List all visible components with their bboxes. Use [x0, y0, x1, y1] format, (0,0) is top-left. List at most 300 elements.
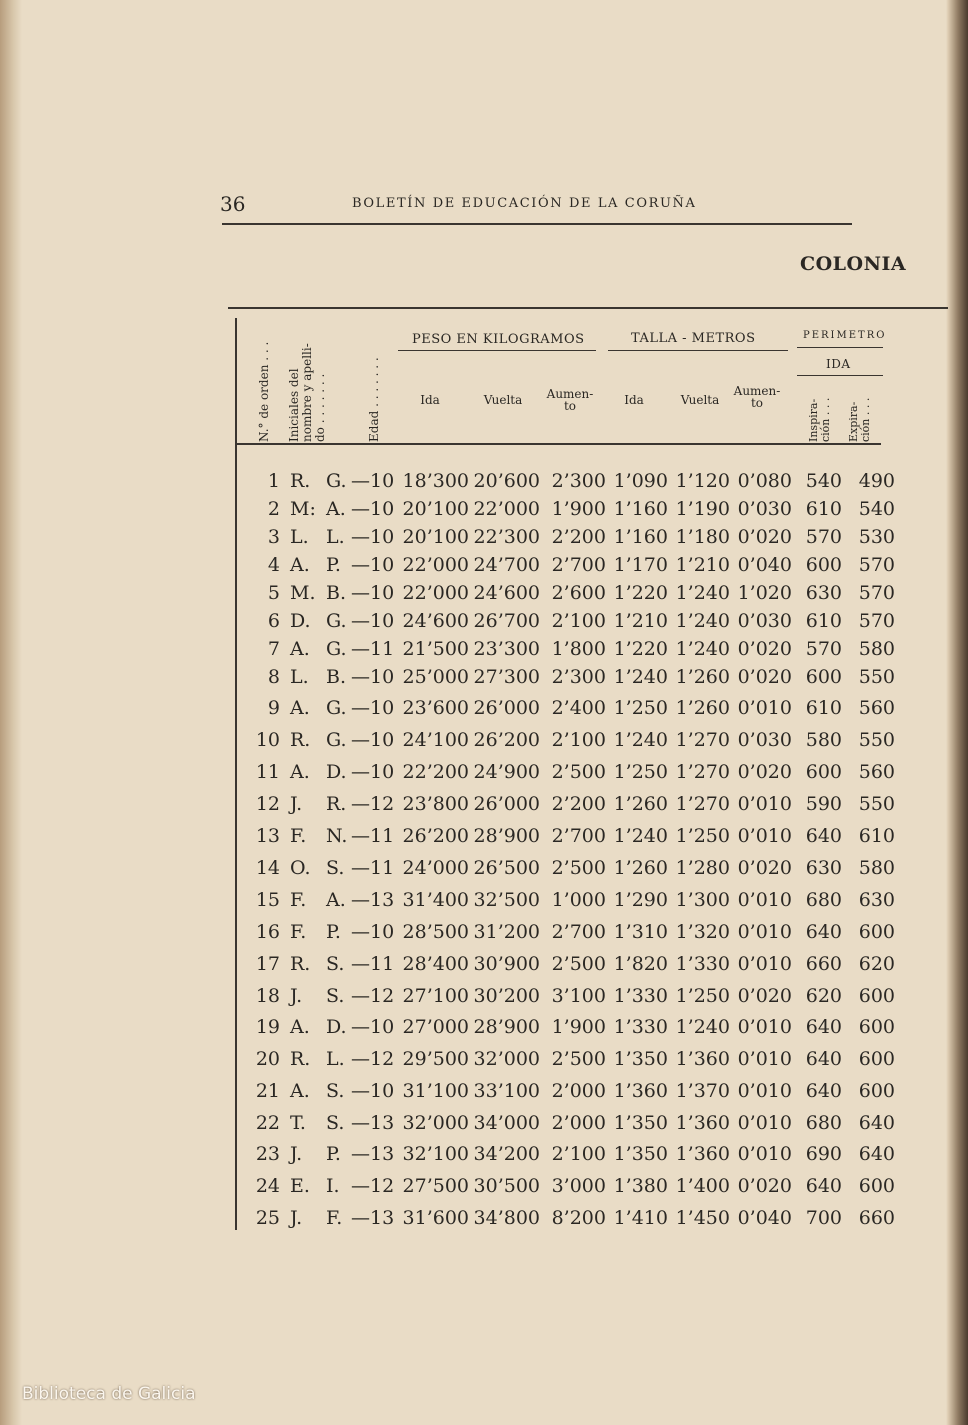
cell-insp: 570 — [805, 526, 842, 548]
cell-insp: 600 — [805, 554, 842, 576]
cell-talla-vuelta: 1’250 — [675, 825, 730, 847]
page-number: 36 — [220, 192, 246, 216]
table-row — [238, 666, 898, 696]
cell-insp: 640 — [805, 1080, 842, 1102]
cell-talla-vuelta: 1’240 — [675, 1016, 730, 1038]
cell-exp: 610 — [858, 825, 895, 847]
cell-talla-aum: 0’040 — [737, 554, 792, 576]
cell-talla-ida: 1’170 — [613, 554, 668, 576]
table-row — [238, 470, 898, 500]
cell-exp: 620 — [858, 953, 895, 975]
running-title: BOLETÍN DE EDUCACIÓN DE LA CORUÑA — [352, 196, 697, 211]
cell-talla-ida: 1’310 — [613, 921, 668, 943]
cell-n: 15 — [255, 889, 280, 911]
cell-i2: L. — [326, 526, 345, 548]
cell-exp: 540 — [858, 498, 895, 520]
cell-i1: D. — [290, 610, 311, 632]
cell-i1: T. — [290, 1112, 306, 1134]
cell-talla-ida: 1’260 — [613, 793, 668, 815]
cell-peso-vuelta: 26’200 — [473, 729, 540, 751]
cell-insp: 580 — [805, 729, 842, 751]
cell-talla-aum: 1’020 — [737, 582, 792, 604]
cell-peso-aum: 1’900 — [551, 498, 606, 520]
cell-i2: D. — [326, 1016, 347, 1038]
cell-talla-vuelta: 1’260 — [675, 697, 730, 719]
cell-talla-aum: 0’030 — [737, 610, 792, 632]
cell-i1: A. — [290, 1080, 310, 1102]
cell-peso-ida: 20’100 — [402, 526, 469, 548]
table-row — [238, 1016, 898, 1046]
cell-peso-ida: 26’200 — [402, 825, 469, 847]
cell-peso-aum: 2’600 — [551, 582, 606, 604]
cell-talla-ida: 1’240 — [613, 825, 668, 847]
cell-edad: —13 — [351, 1207, 395, 1229]
cell-n: 23 — [255, 1143, 280, 1165]
cell-insp: 600 — [805, 666, 842, 688]
cell-talla-aum: 0’020 — [737, 761, 792, 783]
cell-peso-vuelta: 26’000 — [473, 793, 540, 815]
cell-i1: L. — [290, 666, 309, 688]
cell-talla-ida: 1’210 — [613, 610, 668, 632]
cell-talla-ida: 1’350 — [613, 1048, 668, 1070]
table-row — [238, 1048, 898, 1078]
cell-insp: 610 — [805, 498, 842, 520]
cell-exp: 600 — [858, 1048, 895, 1070]
cell-edad: —12 — [351, 1175, 395, 1197]
table-row — [238, 793, 898, 823]
cell-peso-vuelta: 32’000 — [473, 1048, 540, 1070]
cell-i2: P. — [326, 921, 341, 943]
cell-i2: P. — [326, 554, 341, 576]
cell-peso-ida: 31’400 — [402, 889, 469, 911]
cell-peso-aum: 2’400 — [551, 697, 606, 719]
cell-i2: G. — [326, 470, 347, 492]
table-row — [238, 1112, 898, 1142]
cell-edad: —10 — [351, 1080, 395, 1102]
cell-peso-aum: 2’100 — [551, 610, 606, 632]
cell-n: 6 — [267, 610, 280, 632]
cell-talla-vuelta: 1’270 — [675, 729, 730, 751]
cell-peso-aum: 1’000 — [551, 889, 606, 911]
cell-i2: S. — [326, 857, 345, 879]
cell-peso-vuelta: 34’200 — [473, 1143, 540, 1165]
subheader-peso-vuelta: Vuelta — [483, 393, 523, 407]
cell-n: 7 — [267, 638, 280, 660]
table-row — [238, 638, 898, 668]
cell-edad: —10 — [351, 666, 395, 688]
table-top-rule — [228, 307, 948, 309]
cell-exp: 660 — [858, 1207, 895, 1229]
cell-i1: J. — [290, 793, 303, 815]
cell-edad: —11 — [351, 825, 395, 847]
cell-i2: F. — [326, 1207, 343, 1229]
table-row — [238, 729, 898, 759]
cell-n: 14 — [255, 857, 280, 879]
cell-peso-vuelta: 22’300 — [473, 526, 540, 548]
cell-peso-aum: 1’800 — [551, 638, 606, 660]
cell-peso-vuelta: 24’600 — [473, 582, 540, 604]
cell-insp: 680 — [805, 889, 842, 911]
cell-insp: 660 — [805, 953, 842, 975]
cell-i1: R. — [290, 1048, 311, 1070]
cell-talla-vuelta: 1’280 — [675, 857, 730, 879]
cell-talla-aum: 0’030 — [737, 729, 792, 751]
cell-i2: A. — [326, 498, 346, 520]
cell-peso-ida: 27’000 — [402, 1016, 469, 1038]
cell-i1: M. — [290, 582, 316, 604]
table-row — [238, 1207, 898, 1237]
cell-exp: 550 — [858, 793, 895, 815]
cell-peso-ida: 31’600 — [402, 1207, 469, 1229]
cell-talla-vuelta: 1’240 — [675, 610, 730, 632]
cell-talla-vuelta: 1’370 — [675, 1080, 730, 1102]
cell-i2: S. — [326, 953, 345, 975]
cell-talla-aum: 0’010 — [737, 1112, 792, 1134]
cell-peso-aum: 2’000 — [551, 1112, 606, 1134]
group-header-peso: PESO EN KILOGRAMOS — [412, 332, 585, 347]
cell-talla-ida: 1’240 — [613, 729, 668, 751]
cell-peso-vuelta: 31’200 — [473, 921, 540, 943]
cell-talla-aum: 0’010 — [737, 1016, 792, 1038]
cell-peso-aum: 2’200 — [551, 526, 606, 548]
cell-i1: R. — [290, 729, 311, 751]
cell-peso-aum: 2’100 — [551, 1143, 606, 1165]
cell-talla-vuelta: 1’320 — [675, 921, 730, 943]
cell-i2: R. — [326, 793, 347, 815]
cell-peso-vuelta: 23’300 — [473, 638, 540, 660]
cell-talla-aum: 0’040 — [737, 1207, 792, 1229]
cell-i1: M: — [290, 498, 316, 520]
cell-talla-aum: 0’020 — [737, 666, 792, 688]
cell-exp: 580 — [858, 638, 895, 660]
cell-exp: 570 — [858, 610, 895, 632]
cell-edad: —10 — [351, 498, 395, 520]
cell-i2: G. — [326, 610, 347, 632]
library-watermark: Biblioteca de Galicia — [22, 1384, 196, 1404]
cell-i1: J. — [290, 1207, 303, 1229]
cell-talla-aum: 0’010 — [737, 825, 792, 847]
cell-peso-vuelta: 24’700 — [473, 554, 540, 576]
cell-exp: 630 — [858, 889, 895, 911]
cell-talla-ida: 1’330 — [613, 985, 668, 1007]
table-row — [238, 857, 898, 887]
cell-peso-aum: 2’000 — [551, 1080, 606, 1102]
cell-peso-ida: 31’100 — [402, 1080, 469, 1102]
cell-i2: D. — [326, 761, 347, 783]
cell-edad: —11 — [351, 857, 395, 879]
cell-peso-aum: 2’300 — [551, 666, 606, 688]
table-row — [238, 985, 898, 1015]
group-rule-perimetro-ida — [797, 375, 883, 376]
cell-talla-vuelta: 1’360 — [675, 1143, 730, 1165]
header-bottom-rule — [236, 443, 881, 445]
cell-n: 25 — [255, 1207, 280, 1229]
cell-exp: 490 — [858, 470, 895, 492]
cell-talla-vuelta: 1’260 — [675, 666, 730, 688]
cell-i1: F. — [290, 921, 307, 943]
cell-peso-ida: 24’100 — [402, 729, 469, 751]
cell-talla-ida: 1’360 — [613, 1080, 668, 1102]
cell-peso-aum: 2’500 — [551, 1048, 606, 1070]
cell-talla-vuelta: 1’240 — [675, 582, 730, 604]
cell-i2: S. — [326, 1112, 345, 1134]
table-row — [238, 953, 898, 983]
cell-insp: 610 — [805, 697, 842, 719]
cell-peso-ida: 24’000 — [402, 857, 469, 879]
cell-talla-ida: 1’220 — [613, 638, 668, 660]
cell-peso-ida: 22’000 — [402, 582, 469, 604]
cell-insp: 640 — [805, 1048, 842, 1070]
cell-talla-aum: 0’020 — [737, 985, 792, 1007]
cell-i1: O. — [290, 857, 311, 879]
cell-edad: —12 — [351, 1048, 395, 1070]
cell-n: 2 — [267, 498, 280, 520]
cell-peso-ida: 21’500 — [402, 638, 469, 660]
table-row — [238, 697, 898, 727]
cell-peso-vuelta: 22’000 — [473, 498, 540, 520]
cell-talla-ida: 1’240 — [613, 666, 668, 688]
section-title: COLONIA — [800, 253, 907, 275]
cell-n: 10 — [255, 729, 280, 751]
cell-talla-aum: 0’010 — [737, 921, 792, 943]
cell-n: 11 — [255, 761, 280, 783]
cell-talla-vuelta: 1’120 — [675, 470, 730, 492]
cell-insp: 630 — [805, 582, 842, 604]
cell-talla-ida: 1’380 — [613, 1175, 668, 1197]
cell-talla-aum: 0’010 — [737, 1143, 792, 1165]
cell-peso-aum: 2’700 — [551, 554, 606, 576]
cell-peso-aum: 2’100 — [551, 729, 606, 751]
cell-edad: —10 — [351, 554, 395, 576]
cell-insp: 610 — [805, 610, 842, 632]
cell-talla-ida: 1’260 — [613, 857, 668, 879]
group-rule-talla — [608, 350, 788, 351]
cell-talla-ida: 1’350 — [613, 1112, 668, 1134]
cell-insp: 590 — [805, 793, 842, 815]
cell-exp: 570 — [858, 554, 895, 576]
cell-n: 5 — [267, 582, 280, 604]
subheader-talla-ida: Ida — [624, 393, 644, 407]
cell-talla-ida: 1’160 — [613, 498, 668, 520]
cell-n: 18 — [255, 985, 280, 1007]
table-row — [238, 921, 898, 951]
cell-n: 13 — [255, 825, 280, 847]
cell-insp: 640 — [805, 921, 842, 943]
cell-n: 3 — [267, 526, 280, 548]
cell-peso-vuelta: 30’500 — [473, 1175, 540, 1197]
col-header-iniciales: Iniciales del nombre y apelli- do . . . . . . . — [287, 343, 327, 442]
cell-peso-aum: 2’500 — [551, 953, 606, 975]
cell-peso-vuelta: 34’800 — [473, 1207, 540, 1229]
cell-peso-vuelta: 33’100 — [473, 1080, 540, 1102]
table-row — [238, 582, 898, 612]
cell-talla-vuelta: 1’300 — [675, 889, 730, 911]
col-header-orden: N.° de orden . . . — [257, 341, 271, 442]
table-row — [238, 498, 898, 528]
cell-peso-vuelta: 32’500 — [473, 889, 540, 911]
cell-n: 24 — [255, 1175, 280, 1197]
cell-peso-vuelta: 26’000 — [473, 697, 540, 719]
cell-n: 16 — [255, 921, 280, 943]
cell-n: 4 — [267, 554, 280, 576]
cell-talla-vuelta: 1’450 — [675, 1207, 730, 1229]
page-binding-left — [0, 0, 22, 1425]
cell-talla-aum: 0’010 — [737, 1048, 792, 1070]
table-row — [238, 526, 898, 556]
cell-peso-ida: 23’800 — [402, 793, 469, 815]
col-header-edad: Edad . . . . . . . — [367, 357, 381, 442]
cell-edad: —13 — [351, 1143, 395, 1165]
cell-i2: S. — [326, 985, 345, 1007]
cell-n: 22 — [255, 1112, 280, 1134]
cell-i1: L. — [290, 526, 309, 548]
header-rule — [222, 223, 852, 225]
table-left-rule — [235, 318, 237, 1230]
cell-talla-ida: 1’410 — [613, 1207, 668, 1229]
cell-edad: —10 — [351, 470, 395, 492]
cell-exp: 640 — [858, 1143, 895, 1165]
cell-peso-aum: 2’700 — [551, 825, 606, 847]
cell-peso-vuelta: 34’000 — [473, 1112, 540, 1134]
cell-edad: —12 — [351, 793, 395, 815]
cell-i1: A. — [290, 761, 310, 783]
cell-i2: G. — [326, 729, 347, 751]
group-header-perimetro: PERIMETRO — [803, 330, 887, 341]
cell-exp: 550 — [858, 729, 895, 751]
cell-talla-aum: 0’010 — [737, 1080, 792, 1102]
cell-talla-ida: 1’290 — [613, 889, 668, 911]
cell-talla-aum: 0’020 — [737, 857, 792, 879]
cell-talla-vuelta: 1’250 — [675, 985, 730, 1007]
cell-edad: —10 — [351, 697, 395, 719]
cell-exp: 560 — [858, 761, 895, 783]
cell-talla-ida: 1’330 — [613, 1016, 668, 1038]
cell-exp: 600 — [858, 921, 895, 943]
cell-exp: 560 — [858, 697, 895, 719]
table-row — [238, 761, 898, 791]
cell-i2: I. — [326, 1175, 340, 1197]
cell-peso-ida: 20’100 — [402, 498, 469, 520]
cell-insp: 640 — [805, 825, 842, 847]
cell-insp: 620 — [805, 985, 842, 1007]
cell-peso-aum: 3’100 — [551, 985, 606, 1007]
cell-talla-vuelta: 1’190 — [675, 498, 730, 520]
cell-insp: 680 — [805, 1112, 842, 1134]
cell-peso-aum: 1’900 — [551, 1016, 606, 1038]
cell-talla-vuelta: 1’360 — [675, 1048, 730, 1070]
cell-talla-aum: 0’010 — [737, 793, 792, 815]
cell-insp: 570 — [805, 638, 842, 660]
table-row — [238, 825, 898, 855]
cell-peso-ida: 27’500 — [402, 1175, 469, 1197]
table-row — [238, 610, 898, 640]
cell-talla-aum: 0’080 — [737, 470, 792, 492]
cell-i2: B. — [326, 582, 347, 604]
cell-insp: 540 — [805, 470, 842, 492]
cell-i1: F. — [290, 889, 307, 911]
cell-i1: A. — [290, 697, 310, 719]
cell-exp: 570 — [858, 582, 895, 604]
cell-peso-vuelta: 28’900 — [473, 1016, 540, 1038]
cell-talla-vuelta: 1’400 — [675, 1175, 730, 1197]
cell-edad: —10 — [351, 582, 395, 604]
group-rule-perimetro — [797, 347, 883, 348]
subheader-expiracion: Expira- ción . . . — [847, 397, 872, 442]
cell-peso-aum: 2’300 — [551, 470, 606, 492]
cell-insp: 690 — [805, 1143, 842, 1165]
cell-insp: 600 — [805, 761, 842, 783]
cell-n: 12 — [255, 793, 280, 815]
cell-exp: 580 — [858, 857, 895, 879]
cell-i2: G. — [326, 697, 347, 719]
table-row — [238, 889, 898, 919]
cell-peso-aum: 8’200 — [551, 1207, 606, 1229]
cell-talla-ida: 1’250 — [613, 697, 668, 719]
table-row — [238, 1175, 898, 1205]
cell-i1: J. — [290, 985, 303, 1007]
cell-i2: L. — [326, 1048, 345, 1070]
cell-talla-ida: 1’090 — [613, 470, 668, 492]
cell-peso-ida: 18’300 — [402, 470, 469, 492]
cell-talla-vuelta: 1’330 — [675, 953, 730, 975]
subheader-talla-aumento: Aumen- to — [733, 384, 781, 410]
cell-insp: 640 — [805, 1175, 842, 1197]
cell-n: 17 — [255, 953, 280, 975]
cell-peso-vuelta: 27’300 — [473, 666, 540, 688]
table-row — [238, 554, 898, 584]
cell-i1: F. — [290, 825, 307, 847]
cell-talla-aum: 0’020 — [737, 526, 792, 548]
page-binding-right — [946, 0, 968, 1425]
cell-talla-aum: 0’010 — [737, 697, 792, 719]
cell-peso-vuelta: 30’900 — [473, 953, 540, 975]
cell-i2: A. — [326, 889, 346, 911]
cell-talla-vuelta: 1’270 — [675, 761, 730, 783]
subheader-inspiracion: Inspira- ción . . . — [807, 397, 832, 442]
cell-edad: —11 — [351, 638, 395, 660]
cell-peso-aum: 2’700 — [551, 921, 606, 943]
group-header-talla: TALLA - METROS — [631, 331, 756, 346]
cell-edad: —10 — [351, 526, 395, 548]
cell-talla-aum: 0’010 — [737, 889, 792, 911]
subheader-peso-aumento: Aumen- to — [546, 387, 594, 413]
cell-talla-vuelta: 1’240 — [675, 638, 730, 660]
cell-i1: J. — [290, 1143, 303, 1165]
cell-peso-aum: 3’000 — [551, 1175, 606, 1197]
cell-exp: 600 — [858, 1080, 895, 1102]
cell-i1: E. — [290, 1175, 310, 1197]
cell-i2: P. — [326, 1143, 341, 1165]
cell-talla-vuelta: 1’210 — [675, 554, 730, 576]
cell-peso-aum: 2’500 — [551, 761, 606, 783]
cell-edad: —10 — [351, 729, 395, 751]
cell-i2: G. — [326, 638, 347, 660]
cell-peso-vuelta: 26’500 — [473, 857, 540, 879]
cell-edad: —11 — [351, 953, 395, 975]
cell-edad: —13 — [351, 889, 395, 911]
cell-insp: 630 — [805, 857, 842, 879]
cell-peso-ida: 22’000 — [402, 554, 469, 576]
cell-i2: B. — [326, 666, 347, 688]
cell-talla-ida: 1’350 — [613, 1143, 668, 1165]
cell-i1: A. — [290, 638, 310, 660]
cell-talla-aum: 0’020 — [737, 1175, 792, 1197]
cell-peso-ida: 28’400 — [402, 953, 469, 975]
cell-peso-ida: 32’000 — [402, 1112, 469, 1134]
cell-exp: 600 — [858, 1016, 895, 1038]
cell-peso-vuelta: 30’200 — [473, 985, 540, 1007]
cell-insp: 700 — [805, 1207, 842, 1229]
